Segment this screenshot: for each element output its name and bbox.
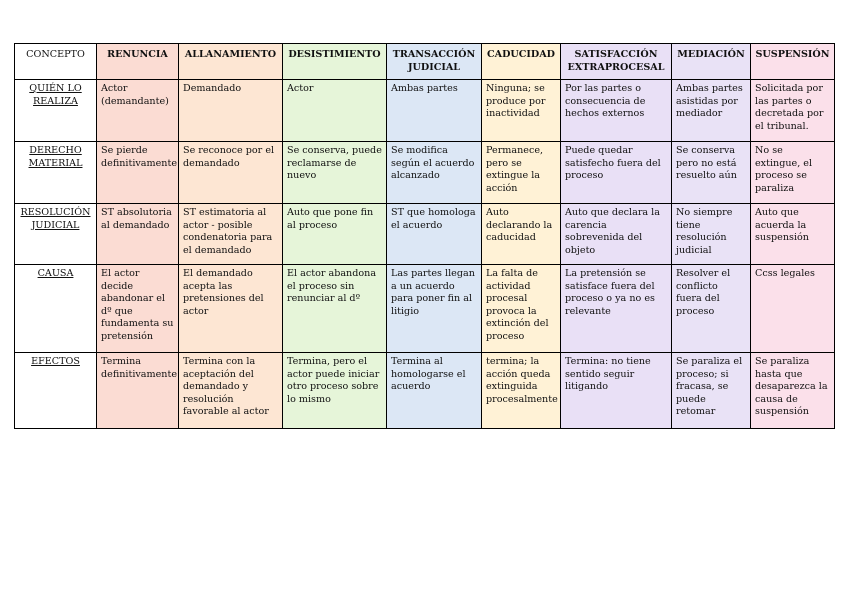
header-transaccion-judicial: TRANSACCIÓN JUDICIAL — [387, 44, 482, 80]
header-caducidad: CADUCIDAD — [482, 44, 561, 80]
table-cell: Ccss legales — [751, 265, 835, 353]
table-cell: ST absolutoria al demandado — [97, 204, 179, 265]
table-cell: Termina al homologarse el acuerdo — [387, 353, 482, 429]
table-cell: Las partes llegan a un acuerdo para poner fin al litigio — [387, 265, 482, 353]
table-cell: Se paraliza el proceso; si fracasa, se puede retomar — [672, 353, 751, 429]
header-row — [15, 44, 835, 80]
table-cell: Resolver el conflicto fuera del proceso — [672, 265, 751, 353]
table-cell: Se pierde definitivamente — [97, 142, 179, 204]
table-cell: Termina con la aceptación del demandado y resolución favorable al actor — [179, 353, 283, 429]
table-cell: Auto declarando la caducidad — [482, 204, 561, 265]
comparison-table — [14, 43, 835, 429]
header-concepto: CONCEPTO — [15, 44, 97, 80]
table-cell: ST que homologa el acuerdo — [387, 204, 482, 265]
table-cell: Se conserva, puede reclamarse de nuevo — [283, 142, 387, 204]
table-row — [15, 80, 835, 142]
table-cell: Ninguna; se produce por inactividad — [482, 80, 561, 142]
table-cell: ST estimatoria al actor - posible condenatoria para el demandado — [179, 204, 283, 265]
table-row — [15, 353, 835, 429]
header-mediacion: MEDIACIÓN — [672, 44, 751, 80]
table-cell: Termina, pero el actor puede iniciar otro proceso sobre lo mismo — [283, 353, 387, 429]
table-cell: Auto que declara la carencia sobrevenida del objeto — [561, 204, 672, 265]
table-cell: Ambas partes asistidas por mediador — [672, 80, 751, 142]
table-cell: La pretensión se satisface fuera del proceso o ya no es relevante — [561, 265, 672, 353]
row-label-derecho-material: DERECHO MATERIAL — [15, 142, 97, 204]
row-label-causa: CAUSA — [15, 265, 97, 353]
row-label-resolucion-judicial: RESOLUCIÓN JUDICIAL — [15, 204, 97, 265]
table-cell: Termina: no tiene sentido seguir litigando — [561, 353, 672, 429]
table-cell: Actor — [283, 80, 387, 142]
table-cell: El actor decide abandonar el dº que fundamenta su pretensión — [97, 265, 179, 353]
table-cell: Auto que acuerda la suspensión — [751, 204, 835, 265]
row-label-quien-lo-realiza: QUIÉN LO REALIZA — [15, 80, 97, 142]
table-cell: Se modifica según el acuerdo alcanzado — [387, 142, 482, 204]
table-cell: Actor (demandante) — [97, 80, 179, 142]
table-cell: Se conserva pero no está resuelto aún — [672, 142, 751, 204]
table-cell: Por las partes o consecuencia de hechos externos — [561, 80, 672, 142]
table-cell: Puede quedar satisfecho fuera del proceso — [561, 142, 672, 204]
table-cell: El demandado acepta las pretensiones del actor — [179, 265, 283, 353]
table-cell: El actor abandona el proceso sin renunciar al dº — [283, 265, 387, 353]
table-row — [15, 265, 835, 353]
table-cell: No siempre tiene resolución judicial — [672, 204, 751, 265]
table-cell: No se extingue, el proceso se paraliza — [751, 142, 835, 204]
table-cell: Se paraliza hasta que desaparezca la causa de suspensión — [751, 353, 835, 429]
table-cell: Termina definitivamente — [97, 353, 179, 429]
table-cell: Auto que pone fin al proceso — [283, 204, 387, 265]
table-cell: Permanece, pero se extingue la acción — [482, 142, 561, 204]
header-suspension: SUSPENSIÓN — [751, 44, 835, 80]
table-cell: La falta de actividad procesal provoca la extinción del proceso — [482, 265, 561, 353]
table-cell: Se reconoce por el demandado — [179, 142, 283, 204]
row-label-efectos: EFECTOS — [15, 353, 97, 429]
table-row — [15, 142, 835, 204]
table-row — [15, 204, 835, 265]
header-allanamiento: ALLANAMIENTO — [179, 44, 283, 80]
header-desistimiento: DESISTIMIENTO — [283, 44, 387, 80]
header-satisfaccion-extraprocesal: SATISFACCIÓN EXTRAPROCESAL — [561, 44, 672, 80]
table-cell: Demandado — [179, 80, 283, 142]
table-cell: Solicitada por las partes o decretada por el tribunal. — [751, 80, 835, 142]
header-renuncia: RENUNCIA — [97, 44, 179, 80]
table-cell: termina; la acción queda extinguida procesalmente — [482, 353, 561, 429]
table-cell: Ambas partes — [387, 80, 482, 142]
